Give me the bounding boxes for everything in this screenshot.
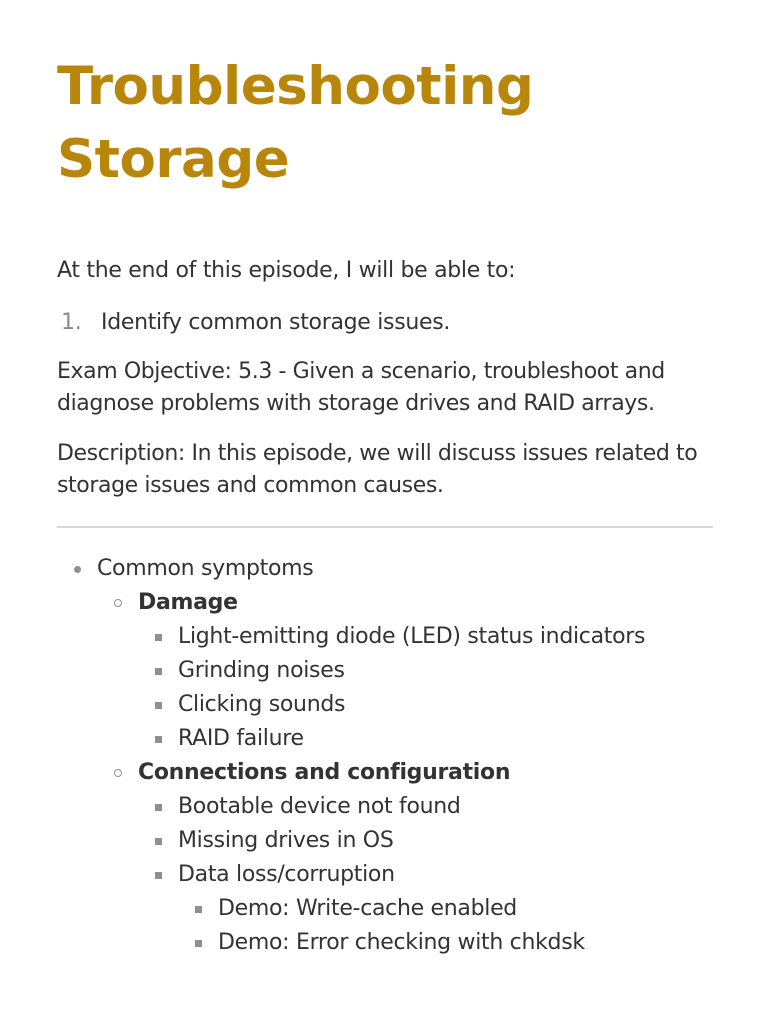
- sub-list-item: [57, 926, 712, 960]
- section-row: [57, 756, 712, 790]
- list-item: [57, 722, 712, 756]
- list-item-text: Light-emitting diode (LED) status indicators: [178, 624, 646, 649]
- page-title: [57, 50, 712, 196]
- sub-list-item-text: Demo: Error checking with chkdsk: [218, 930, 585, 955]
- square-bullet-icon: [138, 804, 178, 811]
- square-bullet-icon: [178, 906, 218, 913]
- outline-heading: Common symptoms: [97, 556, 314, 581]
- list-item-text: Bootable device not found: [178, 794, 461, 819]
- section-divider: [57, 526, 713, 528]
- section-row: [57, 586, 712, 620]
- sub-list-item: [57, 892, 712, 926]
- description: Description: In this episode, we will discuss issues related to storage issues and common causes.: [57, 441, 698, 498]
- list-item-text: Grinding noises: [178, 658, 345, 683]
- intro-text: At the end of this episode, I will be able to:: [57, 258, 516, 283]
- list-item-text: Clicking sounds: [178, 692, 346, 717]
- exam-objective: Exam Objective: 5.3 - Given a scenario, troubleshoot and diagnose problems with storage drives and RAID arrays.: [57, 359, 665, 416]
- square-bullet-icon: [138, 668, 178, 675]
- square-bullet-icon: [138, 702, 178, 709]
- list-item: [57, 654, 712, 688]
- list-item-text: RAID failure: [178, 726, 304, 751]
- title-line-1: Troubleshooting: [57, 56, 534, 117]
- sub-list-item-text: Demo: Write-cache enabled: [218, 896, 517, 921]
- disc-bullet-icon: [57, 566, 97, 573]
- square-bullet-icon: [138, 736, 178, 743]
- title-line-2: Storage: [57, 129, 290, 190]
- list-item: [57, 824, 712, 858]
- square-bullet-icon: [138, 838, 178, 845]
- objective-item: [57, 308, 712, 338]
- objective-number: 1.: [61, 310, 82, 335]
- section-title: Damage: [138, 590, 238, 615]
- topic-outline: [57, 552, 712, 960]
- objective-text: Identify common storage issues.: [101, 310, 451, 335]
- square-bullet-icon: [178, 940, 218, 947]
- list-item: [57, 790, 712, 824]
- list-item: [57, 858, 712, 892]
- section-title: Connections and configuration: [138, 760, 511, 785]
- list-item: [57, 620, 712, 654]
- list-item: [57, 688, 712, 722]
- circle-bullet-icon: [98, 599, 138, 607]
- square-bullet-icon: [138, 634, 178, 641]
- list-item-text: Missing drives in OS: [178, 828, 394, 853]
- list-item-text: Data loss/corruption: [178, 862, 395, 887]
- circle-bullet-icon: [98, 769, 138, 777]
- objectives-list: [57, 308, 712, 338]
- square-bullet-icon: [138, 872, 178, 879]
- outline-heading-row: [57, 552, 712, 586]
